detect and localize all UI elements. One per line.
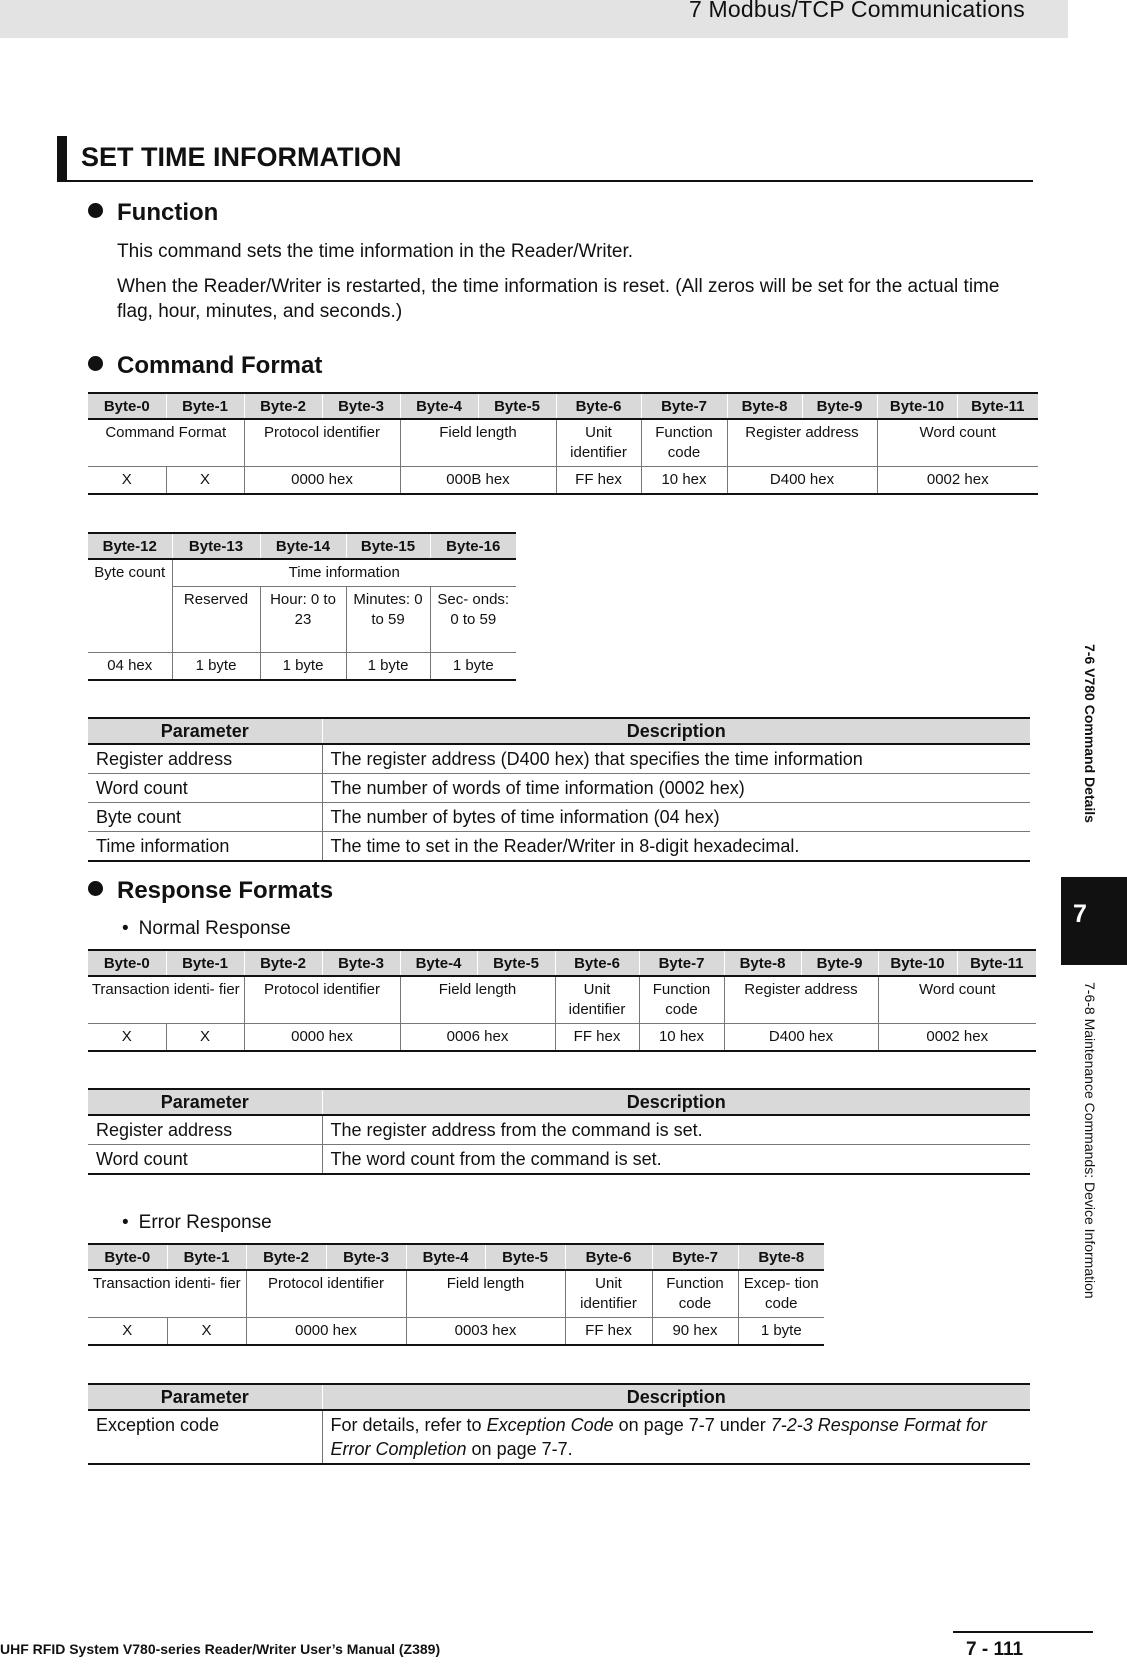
field-cell: Transaction identi- fier: [88, 976, 244, 1024]
value-row: [88, 653, 516, 681]
parameter-cell: Time information: [88, 832, 322, 862]
value-cell: 1 byte: [172, 653, 260, 681]
byte-1-header: Byte-1: [166, 950, 244, 976]
value-cell: D400 hex: [724, 1024, 878, 1052]
value-cell: 1 byte: [430, 653, 516, 681]
byte-8-header: Byte-8: [724, 950, 801, 976]
page-number: 7 - 111: [966, 1639, 1024, 1660]
byte-9-header: Byte-9: [801, 950, 878, 976]
byte-4-header: Byte-4: [406, 1244, 485, 1270]
table-row: [88, 774, 1030, 803]
value-cell: 04 hex: [88, 653, 172, 681]
parameter-cell: Register address: [88, 744, 322, 774]
value-cell: D400 hex: [727, 467, 877, 495]
value-cell: 000B hex: [400, 467, 556, 495]
byte-16-header: Byte-16: [430, 533, 516, 559]
response-formats-heading: Response Formats: [88, 877, 333, 905]
footer-manual-title: UHF RFID System V780-series Reader/Writer User’s Manual (Z389): [0, 1641, 441, 1657]
field-cell: Command Format: [88, 419, 244, 467]
value-cell: 0006 hex: [400, 1024, 555, 1052]
section-title-text: SET TIME INFORMATION: [81, 142, 402, 172]
function-heading: Function: [88, 199, 218, 227]
table-row: [88, 1145, 1030, 1175]
value-row: [88, 467, 1038, 495]
description-header: Description: [322, 1089, 1030, 1115]
byte-2-header: Byte-2: [244, 950, 322, 976]
field-cell: Unit identifier: [556, 419, 641, 467]
subfield-cell: Minutes: 0 to 59: [346, 587, 430, 653]
table-row: [88, 1115, 1030, 1145]
chapter-tab: [1061, 877, 1127, 965]
byte-0-header: Byte-0: [88, 950, 166, 976]
field-cell: Field length: [400, 419, 556, 467]
bullet-dot-icon: [88, 203, 103, 218]
byte-10-header: Byte-10: [878, 950, 957, 976]
value-cell: 1 byte: [738, 1318, 824, 1346]
field-cell: Word count: [878, 976, 1036, 1024]
field-cell: Function code: [652, 1270, 738, 1318]
byte-7-header: Byte-7: [639, 950, 724, 976]
value-cell: X: [88, 467, 166, 495]
time-info-table: [88, 532, 516, 681]
function-text-1: This command sets the time information in the Reader/Writer.: [117, 241, 634, 262]
field-cell: Register address: [724, 976, 878, 1024]
parameter-table-2: [88, 1088, 1030, 1175]
byte-5-header: Byte-5: [477, 950, 555, 976]
table-row: [88, 1410, 1030, 1464]
field-cell: Protocol identifier: [244, 419, 400, 467]
value-cell: 10 hex: [639, 1024, 724, 1052]
footer-rule: [953, 1631, 1093, 1633]
byte-8-header: Byte-8: [738, 1244, 824, 1270]
byte-4-header: Byte-4: [400, 950, 477, 976]
byte-14-header: Byte-14: [260, 533, 346, 559]
value-cell: X: [166, 467, 244, 495]
section-title: [57, 136, 1033, 182]
byte-2-header: Byte-2: [246, 1244, 326, 1270]
byte-3-header: Byte-3: [326, 1244, 406, 1270]
value-cell: 0002 hex: [877, 467, 1038, 495]
table-row: [88, 832, 1030, 862]
parameter-header: Parameter: [88, 718, 322, 744]
value-cell: 0003 hex: [406, 1318, 565, 1346]
field-cell: Register address: [727, 419, 877, 467]
field-cell: Unit identifier: [565, 1270, 652, 1318]
byte-11-header: Byte-11: [957, 393, 1038, 419]
description-header: Description: [322, 718, 1030, 744]
value-cell: X: [167, 1318, 246, 1346]
field-cell: Function code: [641, 419, 727, 467]
field-row: [88, 559, 516, 587]
byte-0-header: Byte-0: [88, 1244, 167, 1270]
side-section-label: 7-6 V780 Command Details: [1082, 644, 1098, 823]
description-cell: The register address from the command is set.: [322, 1115, 1030, 1145]
byte-header-row: [88, 950, 1036, 976]
table-row: [88, 803, 1030, 832]
description-cell: For details, refer to Exception Code on page 7-7 under 7-2-3 Response Format for Error Completion on page 7-7.: [322, 1410, 1030, 1464]
parameter-header-row: [88, 718, 1030, 744]
field-row: [88, 976, 1036, 1024]
subfield-cell: Sec- onds: 0 to 59: [430, 587, 516, 653]
parameter-header: Parameter: [88, 1089, 322, 1115]
field-cell: Unit identifier: [555, 976, 639, 1024]
field-row: [88, 1270, 824, 1318]
error-response-table: [88, 1243, 824, 1346]
field-cell: Field length: [406, 1270, 565, 1318]
function-text-2: When the Reader/Writer is restarted, the time information is reset. (All zeros will be set for the actual time flag, hour, minutes, and seconds.): [117, 276, 1000, 322]
value-row: [88, 1318, 824, 1346]
time-info-cell: Time information: [172, 559, 516, 587]
byte-15-header: Byte-15: [346, 533, 430, 559]
parameter-cell: Exception code: [88, 1410, 322, 1464]
description-cell: The number of words of time information (0002 hex): [322, 774, 1030, 803]
error-response-label: • Error Response: [122, 1212, 272, 1233]
byte-header-row: [88, 533, 516, 559]
byte-count-cell: Byte count: [88, 559, 172, 653]
chapter-header: 7 Modbus/TCP Communications: [688, 0, 1025, 22]
byte-0-header: Byte-0: [88, 393, 166, 419]
parameter-header: Parameter: [88, 1384, 322, 1410]
value-cell: X: [166, 1024, 244, 1052]
value-cell: 10 hex: [641, 467, 727, 495]
field-cell: Protocol identifier: [246, 1270, 406, 1318]
parameter-table-1: [88, 717, 1030, 862]
byte-11-header: Byte-11: [957, 950, 1036, 976]
normal-response-label: • Normal Response: [122, 918, 291, 939]
value-cell: FF hex: [565, 1318, 652, 1346]
description-cell: The register address (D400 hex) that specifies the time information: [322, 744, 1030, 774]
byte-2-header: Byte-2: [244, 393, 322, 419]
command-format-table: [88, 392, 1038, 495]
side-subsection-label: 7-6-8 Maintenance Commands: Device Information: [1082, 982, 1098, 1299]
exception-code-reference: Exception Code: [486, 1415, 614, 1435]
byte-1-header: Byte-1: [166, 393, 244, 419]
value-cell: 0000 hex: [244, 467, 400, 495]
byte-9-header: Byte-9: [802, 393, 877, 419]
value-cell: FF hex: [555, 1024, 639, 1052]
chapter-tab-number: 7: [1073, 900, 1087, 928]
title-bar-mark: [57, 136, 67, 180]
byte-6-header: Byte-6: [555, 950, 639, 976]
field-row: [88, 419, 1038, 467]
value-cell: 1 byte: [260, 653, 346, 681]
description-cell: The word count from the command is set.: [322, 1145, 1030, 1175]
table-row: [88, 744, 1030, 774]
byte-10-header: Byte-10: [877, 393, 957, 419]
normal-response-table: [88, 949, 1036, 1052]
value-cell: FF hex: [556, 467, 641, 495]
byte-6-header: Byte-6: [556, 393, 641, 419]
value-cell: 1 byte: [346, 653, 430, 681]
parameter-cell: Word count: [88, 1145, 322, 1175]
field-cell: Function code: [639, 976, 724, 1024]
command-format-heading: Command Format: [88, 352, 322, 380]
field-cell: Protocol identifier: [244, 976, 400, 1024]
parameter-cell: Register address: [88, 1115, 322, 1145]
value-cell: 0000 hex: [246, 1318, 406, 1346]
value-cell: X: [88, 1318, 167, 1346]
parameter-cell: Word count: [88, 774, 322, 803]
response-format-reference: 7-2-3 Response Format for Error Completion: [330, 1415, 987, 1459]
byte-3-header: Byte-3: [322, 950, 400, 976]
subfield-cell: Hour: 0 to 23: [260, 587, 346, 653]
byte-header-row: [88, 1244, 824, 1270]
byte-5-header: Byte-5: [485, 1244, 565, 1270]
value-row: [88, 1024, 1036, 1052]
byte-4-header: Byte-4: [400, 393, 478, 419]
byte-1-header: Byte-1: [167, 1244, 246, 1270]
value-cell: 0000 hex: [244, 1024, 400, 1052]
field-cell: Transaction identi- fier: [88, 1270, 246, 1318]
byte-8-header: Byte-8: [727, 393, 802, 419]
byte-7-header: Byte-7: [641, 393, 727, 419]
parameter-header-row: [88, 1384, 1030, 1410]
description-cell: The number of bytes of time information (04 hex): [322, 803, 1030, 832]
bullet-dot-icon: [88, 881, 103, 896]
subfield-cell: Reserved: [172, 587, 260, 653]
field-cell: Word count: [877, 419, 1038, 467]
field-cell: Field length: [400, 976, 555, 1024]
value-cell: X: [88, 1024, 166, 1052]
parameter-table-3: [88, 1383, 1030, 1465]
parameter-cell: Byte count: [88, 803, 322, 832]
bullet-dot-icon: [88, 356, 103, 371]
byte-12-header: Byte-12: [88, 533, 172, 559]
value-cell: 0002 hex: [878, 1024, 1036, 1052]
description-cell: The time to set in the Reader/Writer in 8-digit hexadecimal.: [322, 832, 1030, 862]
value-cell: 90 hex: [652, 1318, 738, 1346]
byte-13-header: Byte-13: [172, 533, 260, 559]
byte-6-header: Byte-6: [565, 1244, 652, 1270]
byte-header-row: [88, 393, 1038, 419]
parameter-header-row: [88, 1089, 1030, 1115]
byte-3-header: Byte-3: [322, 393, 400, 419]
description-header: Description: [322, 1384, 1030, 1410]
byte-7-header: Byte-7: [652, 1244, 738, 1270]
field-cell: Excep- tion code: [738, 1270, 824, 1318]
byte-5-header: Byte-5: [478, 393, 556, 419]
